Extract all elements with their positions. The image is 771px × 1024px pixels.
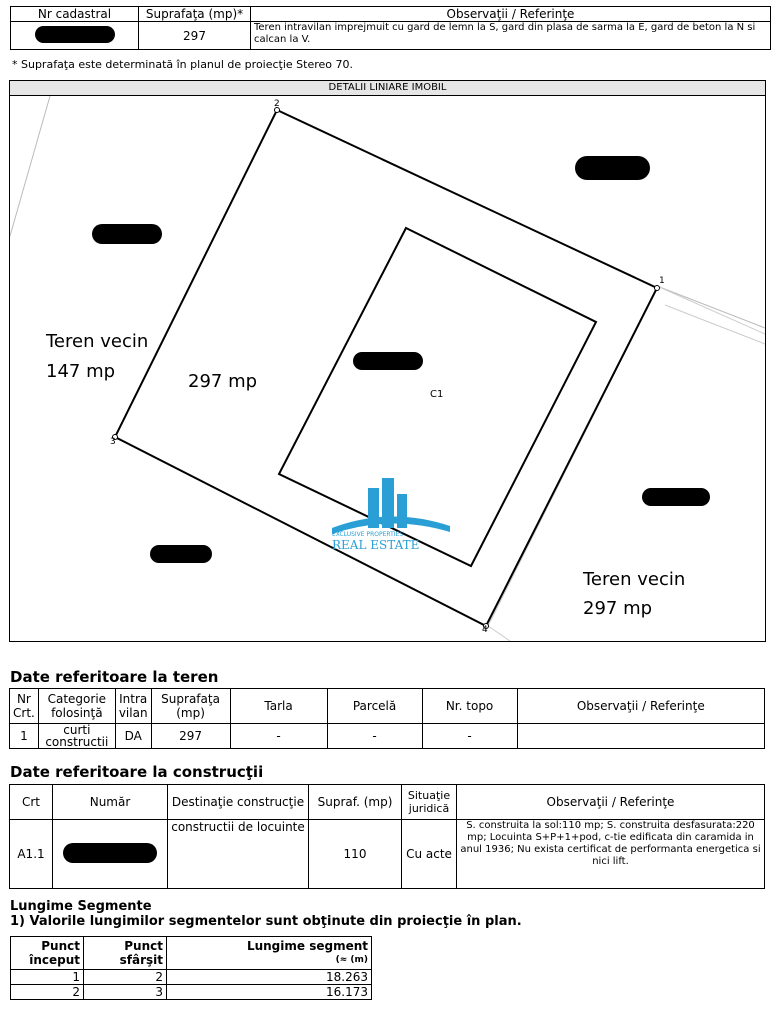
header-area: Suprafaţa (mp)* — [139, 7, 251, 22]
vertex-1 — [655, 286, 660, 291]
header-tarla: Tarla — [230, 689, 327, 724]
header-lungime — [167, 937, 372, 970]
cell-length: 18.263 — [167, 970, 372, 985]
cadastral-number-cell — [11, 22, 139, 50]
table-header-row — [11, 937, 372, 970]
cell-supraf: 110 — [309, 820, 402, 889]
header-observatii: Observaţii / Referinţe — [457, 785, 765, 820]
table-row — [11, 970, 372, 985]
watermark-logo — [332, 478, 450, 552]
header-cadastral: Nr cadastral — [11, 7, 139, 22]
constructii-section-title: Date referitoare la construcţii — [10, 763, 264, 781]
header-nr-topo: Nr. topo — [422, 689, 517, 724]
header-observatii: Observaţii / Referinţe — [517, 689, 764, 724]
cell-start: 2 — [11, 985, 84, 1000]
segments-heading — [10, 899, 522, 929]
table-row — [11, 985, 372, 1000]
header-categorie: Categorie folosinţă — [38, 689, 115, 724]
cell-crt: A1.1 — [10, 820, 53, 889]
table-header-row — [10, 785, 765, 820]
segments-table — [10, 936, 372, 1000]
cell-nr: 1 — [10, 724, 39, 749]
header-numar: Număr — [53, 785, 168, 820]
cell-intravilan: DA — [115, 724, 151, 749]
redaction-mark — [150, 545, 212, 563]
neighbor-right-area: 297 mp — [583, 598, 653, 619]
cell-categorie: curti constructii — [38, 724, 115, 749]
projection-note: * Suprafaţa este determinată în planul de proiecţie Stereo 70. — [12, 58, 354, 71]
segments-subtitle: 1) Valorile lungimilor segmentelor sunt obţinute din proiecţie în plan. — [10, 914, 522, 929]
table-header-row — [10, 689, 765, 724]
redaction-mark — [353, 352, 423, 370]
cell-tarla: - — [230, 724, 327, 749]
header-observations: Observaţii / Referinţe — [251, 7, 771, 22]
header-supraf: Supraf. (mp) — [309, 785, 402, 820]
header-parcela: Parcelă — [327, 689, 422, 724]
header-nr-crt: Nr Crt. — [10, 689, 39, 724]
header-destinatie: Destinaţie construcţie — [168, 785, 309, 820]
cell-numar — [53, 820, 168, 889]
table-row — [11, 22, 771, 50]
neighbor-left-name: Teren vecin — [46, 331, 149, 352]
plan-drawing — [9, 80, 766, 642]
teren-section-title: Date referitoare la teren — [10, 668, 219, 686]
cadastral-summary-table — [10, 6, 771, 50]
neighbor-boundary-line — [488, 626, 510, 641]
neighbor-boundary-line — [665, 305, 765, 344]
redaction-mark — [35, 26, 115, 43]
header-lungime-unit: (≈ (m) — [335, 955, 368, 965]
plan-svg — [10, 96, 765, 641]
segments-title: Lungime Segmente — [10, 899, 152, 914]
neighbor-boundary-line — [657, 286, 765, 334]
header-situatie: Situaţie juridică — [402, 785, 457, 820]
header-suprafata: Suprafaţa (mp) — [151, 689, 230, 724]
point-label-1: 1 — [659, 276, 665, 286]
area-cell: 297 — [139, 22, 251, 50]
teren-table — [9, 688, 765, 749]
redaction-mark — [92, 224, 162, 244]
cell-observatii: S. construita la sol:110 mp; S. construita desfasurata:220 mp; Locuinta S+P+1+pod, c-tie edificata din caramida in anul 1936; Nu exista certificat de performanta energetica si nici lift. — [457, 820, 765, 889]
neighbor-boundary-line — [10, 96, 50, 236]
neighbor-right-name: Teren vecin — [583, 569, 686, 590]
header-lungime-label: Lungime segment — [246, 939, 368, 953]
neighbor-left-area: 147 mp — [46, 361, 116, 382]
point-label-2: 2 — [274, 99, 280, 109]
cell-observatii — [517, 724, 764, 749]
redaction-mark — [642, 488, 710, 506]
cell-suprafata: 297 — [151, 724, 230, 749]
table-row — [10, 820, 765, 889]
watermark-small-text: EXCLUSIVE PROPERTIES — [332, 531, 404, 538]
neighbor-boundary-line — [657, 286, 765, 328]
header-crt: Crt — [10, 785, 53, 820]
table-header-row — [11, 7, 771, 22]
building-code-label: C1 — [430, 389, 444, 400]
point-label-3: 3 — [110, 437, 116, 447]
observations-cell: Teren intravilan imprejmuit cu gard de lemn la S, gard din plasa de sarma la E, gard de beton la N si calcan la V. — [251, 22, 771, 50]
watermark-text: REAL ESTATE — [332, 538, 420, 552]
header-punct-inceput: Punct început — [11, 937, 84, 970]
header-punct-sfarsit: Punct sfârşit — [84, 937, 167, 970]
cell-situatie: Cu acte — [402, 820, 457, 889]
header-intravilan: Intra vilan — [115, 689, 151, 724]
parcel-area-label: 297 mp — [188, 371, 258, 392]
table-row — [10, 724, 765, 749]
cell-start: 1 — [11, 970, 84, 985]
cell-nr-topo: - — [422, 724, 517, 749]
cell-length: 16.173 — [167, 985, 372, 1000]
redaction-mark — [575, 156, 650, 180]
cell-destinatie: constructii de locuinte — [168, 820, 309, 889]
cell-end: 2 — [84, 970, 167, 985]
plan-header: DETALII LINIARE IMOBIL — [10, 81, 765, 96]
point-label-4: 4 — [482, 625, 488, 635]
constructii-table — [9, 784, 765, 889]
cell-end: 3 — [84, 985, 167, 1000]
cell-parcela: - — [327, 724, 422, 749]
redaction-mark — [63, 843, 157, 863]
